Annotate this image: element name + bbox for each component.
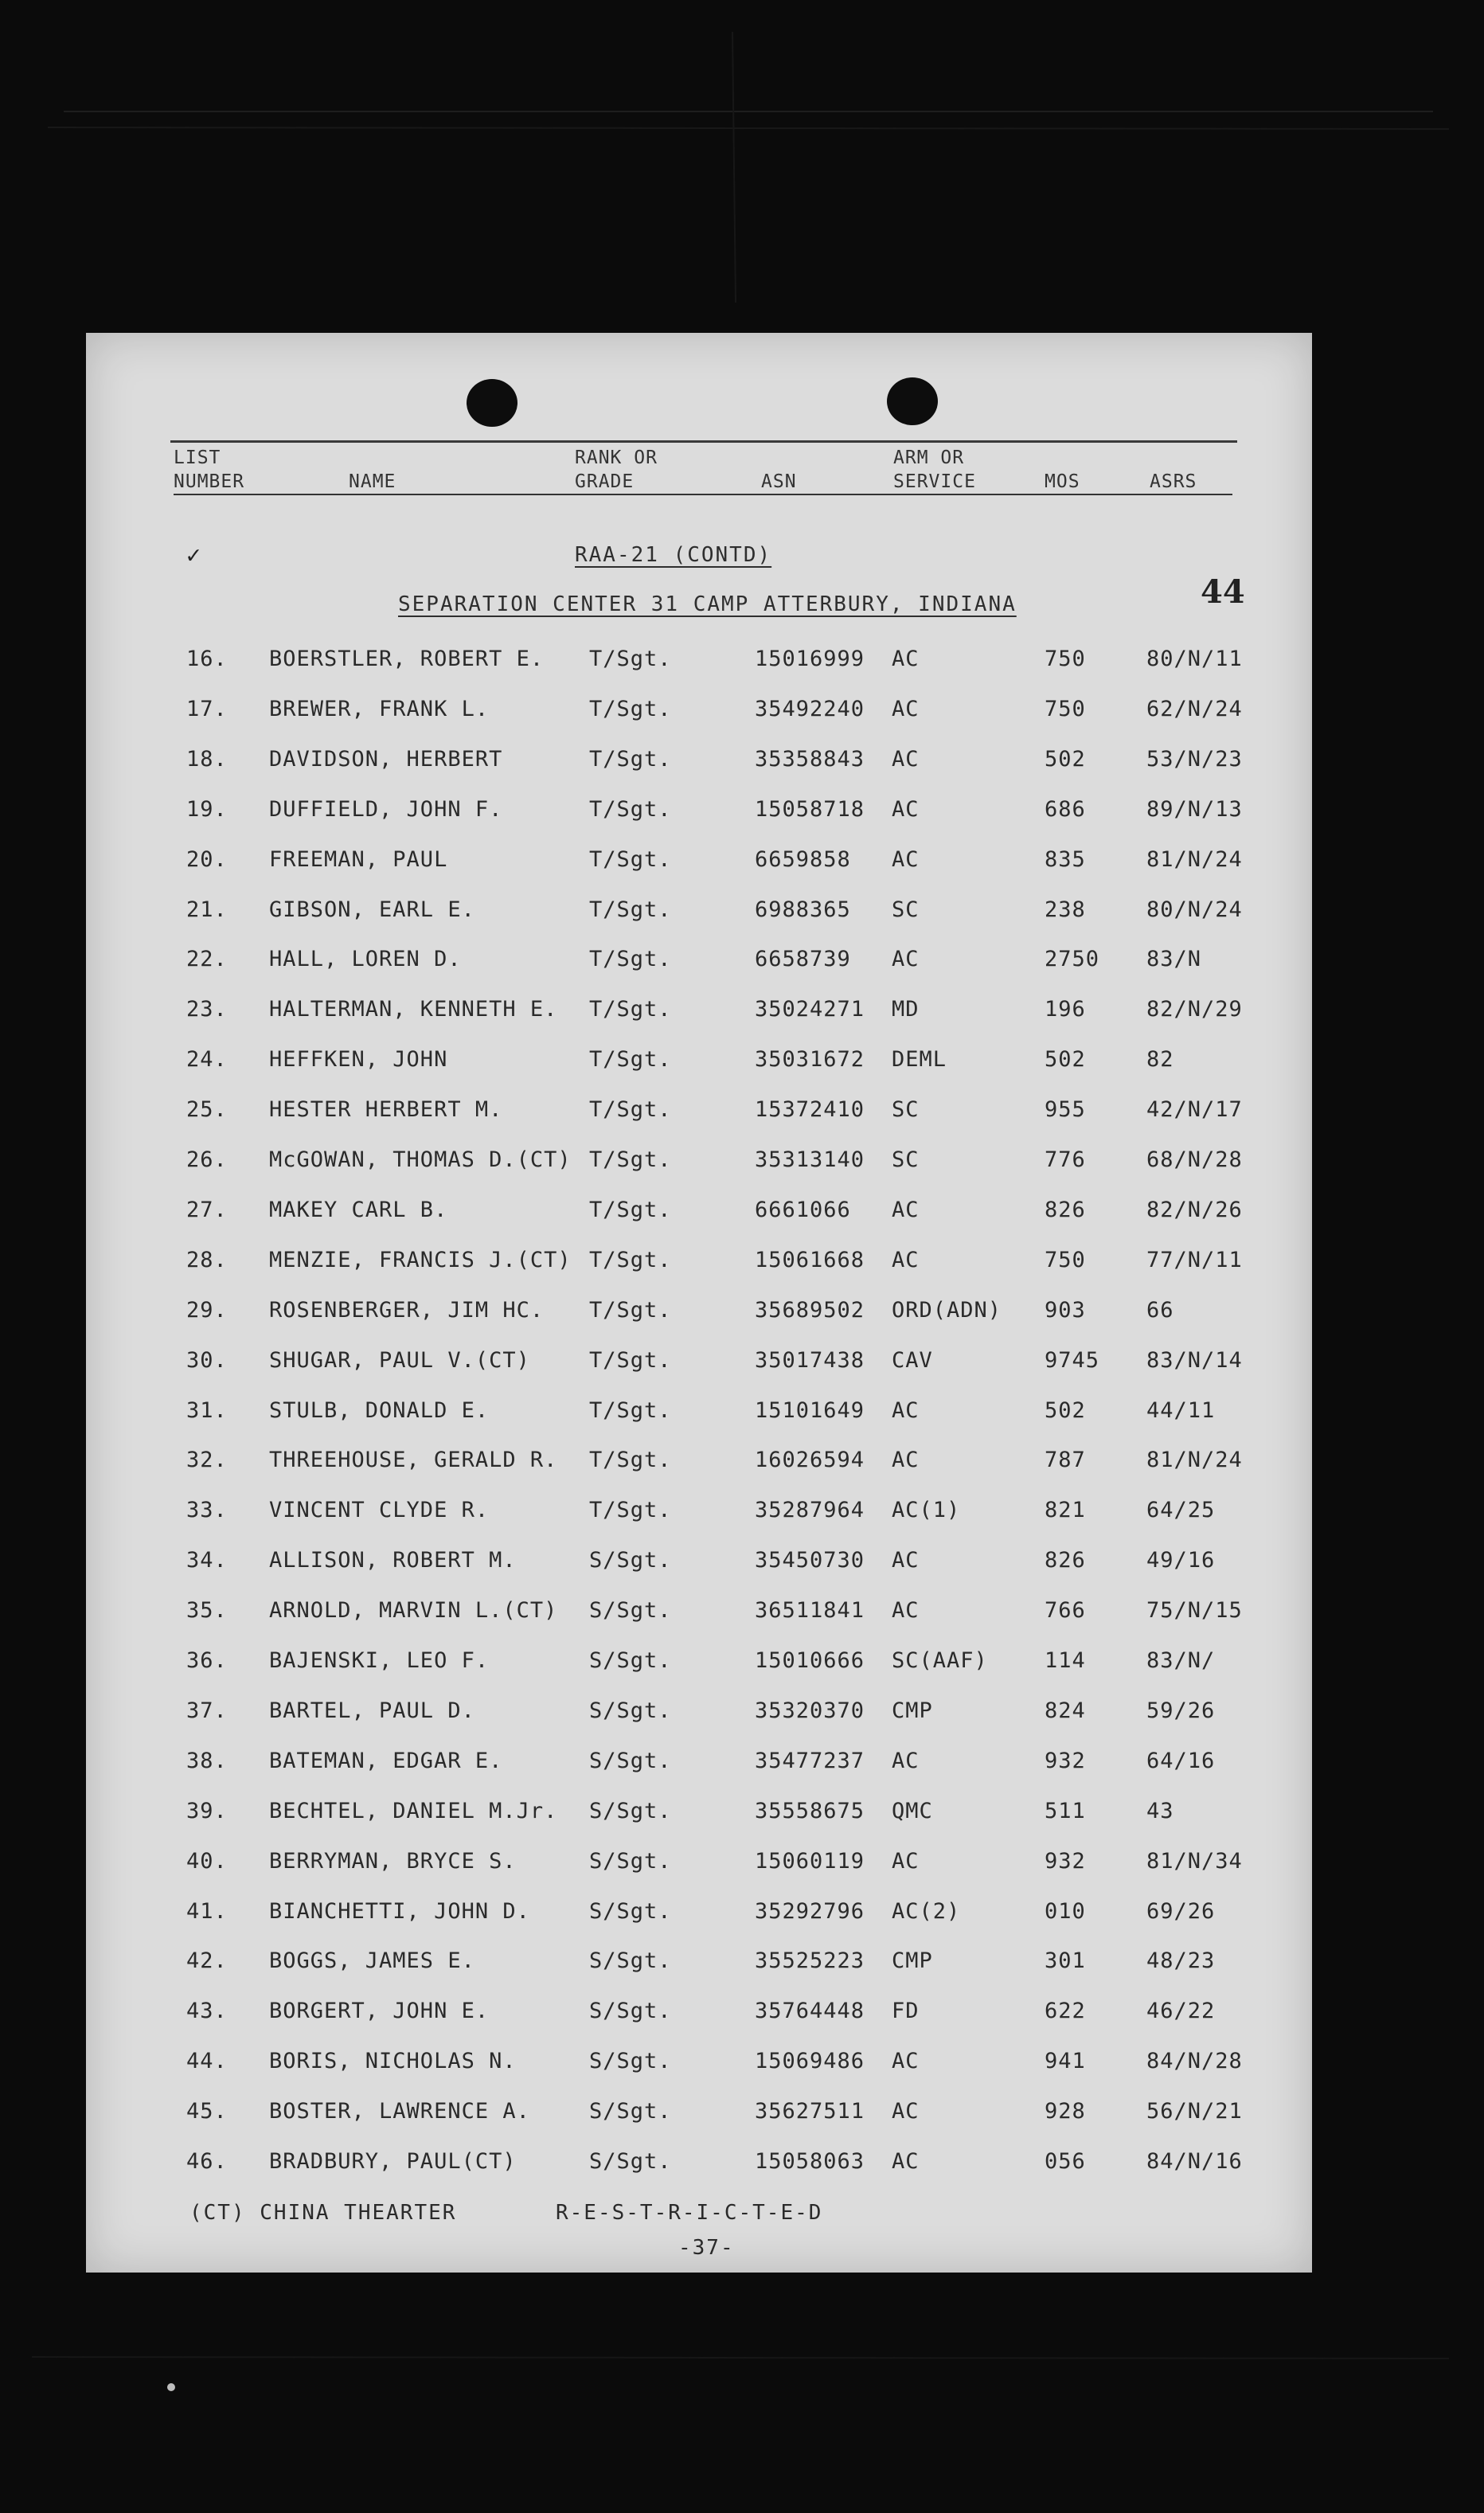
arm-service: AC bbox=[892, 747, 920, 772]
header-text: SERVICE bbox=[893, 470, 976, 495]
arm-service: SC bbox=[892, 1147, 920, 1172]
asrs: 81/N/34 bbox=[1146, 1849, 1243, 1874]
mos: 196 bbox=[1045, 997, 1086, 1022]
asn: 35031672 bbox=[755, 1047, 865, 1072]
arm-service: AC bbox=[892, 1448, 920, 1472]
arm-service: AC bbox=[892, 1749, 920, 1773]
list-number: 18. bbox=[186, 747, 228, 772]
list-number: 45. bbox=[186, 2099, 228, 2124]
rank-grade: S/Sgt. bbox=[589, 1598, 672, 1623]
asn: 15010666 bbox=[755, 1648, 865, 1673]
rank-grade: S/Sgt. bbox=[589, 1899, 672, 1924]
document-page bbox=[86, 333, 1312, 2273]
mos: 824 bbox=[1045, 1698, 1086, 1723]
rank-grade: S/Sgt. bbox=[589, 2149, 672, 2174]
rank-grade: S/Sgt. bbox=[589, 1698, 672, 1723]
person-name: BOSTER, LAWRENCE A. bbox=[269, 2099, 530, 2124]
person-name: BECHTEL, DANIEL M.Jr. bbox=[269, 1799, 558, 1823]
person-name: MENZIE, FRANCIS J.(CT) bbox=[269, 1248, 572, 1272]
asn: 15061668 bbox=[755, 1248, 865, 1272]
asn: 35558675 bbox=[755, 1799, 865, 1823]
arm-service: AC bbox=[892, 797, 920, 822]
asn: 16026594 bbox=[755, 1448, 865, 1472]
rank-grade: T/Sgt. bbox=[589, 1498, 672, 1522]
asn: 6659858 bbox=[755, 847, 851, 872]
header-list-number bbox=[174, 446, 244, 495]
asrs: 82/N/26 bbox=[1146, 1198, 1243, 1222]
table-row bbox=[86, 1999, 1312, 2030]
asn: 35492240 bbox=[755, 697, 865, 721]
asrs: 83/N/ bbox=[1146, 1648, 1216, 1673]
rank-grade: T/Sgt. bbox=[589, 1348, 672, 1373]
person-name: DUFFIELD, JOHN F. bbox=[269, 797, 503, 822]
header-text: LIST bbox=[174, 447, 221, 468]
mos: 826 bbox=[1045, 1548, 1086, 1573]
mos: 056 bbox=[1045, 2149, 1086, 2174]
table-row bbox=[86, 1047, 1312, 1079]
rank-grade: S/Sgt. bbox=[589, 1799, 672, 1823]
mos: 787 bbox=[1045, 1448, 1086, 1472]
arm-service: AC bbox=[892, 1248, 920, 1272]
mos: 301 bbox=[1045, 1948, 1086, 1973]
header-arm-service bbox=[893, 446, 976, 495]
asn: 6661066 bbox=[755, 1198, 851, 1222]
person-name: BORGERT, JOHN E. bbox=[269, 1999, 490, 2023]
asrs: 80/N/24 bbox=[1146, 897, 1243, 922]
asn: 15058718 bbox=[755, 797, 865, 822]
person-name: ALLISON, ROBERT M. bbox=[269, 1548, 517, 1573]
person-name: HESTER HERBERT M. bbox=[269, 1097, 503, 1122]
asn: 15016999 bbox=[755, 647, 865, 671]
table-row bbox=[86, 947, 1312, 979]
asrs: 53/N/23 bbox=[1146, 747, 1243, 772]
person-name: BORIS, NICHOLAS N. bbox=[269, 2049, 517, 2073]
table-row bbox=[86, 997, 1312, 1029]
mos: 955 bbox=[1045, 1097, 1086, 1122]
table-row bbox=[86, 2149, 1312, 2181]
asrs: 49/16 bbox=[1146, 1548, 1216, 1573]
list-number: 43. bbox=[186, 1999, 228, 2023]
asrs: 89/N/13 bbox=[1146, 797, 1243, 822]
table-row bbox=[86, 2099, 1312, 2131]
mos: 9745 bbox=[1045, 1348, 1100, 1373]
asn: 35477237 bbox=[755, 1749, 865, 1773]
footnote: (CT) CHINA THEARTER bbox=[189, 2201, 457, 2225]
arm-service: QMC bbox=[892, 1799, 933, 1823]
asrs: 77/N/11 bbox=[1146, 1248, 1243, 1272]
classification-mark: R-E-S-T-R-I-C-T-E-D bbox=[556, 2201, 823, 2225]
person-name: BIANCHETTI, JOHN D. bbox=[269, 1899, 530, 1924]
list-number: 39. bbox=[186, 1799, 228, 1823]
table-row bbox=[86, 647, 1312, 678]
person-name: McGOWAN, THOMAS D.(CT) bbox=[269, 1147, 572, 1172]
arm-service: AC bbox=[892, 947, 920, 971]
arm-service: AC bbox=[892, 1849, 920, 1874]
person-name: BATEMAN, EDGAR E. bbox=[269, 1749, 503, 1773]
arm-service: SC bbox=[892, 897, 920, 922]
asn: 6988365 bbox=[755, 897, 851, 922]
asrs: 44/11 bbox=[1146, 1398, 1216, 1423]
arm-service: AC bbox=[892, 697, 920, 721]
header-text: GRADE bbox=[575, 470, 658, 495]
arm-service: AC bbox=[892, 1598, 920, 1623]
asrs: 69/26 bbox=[1146, 1899, 1216, 1924]
header-text: RANK OR bbox=[575, 447, 658, 468]
asrs: 81/N/24 bbox=[1146, 1448, 1243, 1472]
table-row bbox=[86, 1147, 1312, 1179]
person-name: BERRYMAN, BRYCE S. bbox=[269, 1849, 517, 1874]
person-name: THREEHOUSE, GERALD R. bbox=[269, 1448, 558, 1472]
asn: 15372410 bbox=[755, 1097, 865, 1122]
mos: 750 bbox=[1045, 647, 1086, 671]
arm-service: AC bbox=[892, 1548, 920, 1573]
header-rank-grade bbox=[575, 446, 658, 495]
list-number: 31. bbox=[186, 1398, 228, 1423]
asrs: 64/25 bbox=[1146, 1498, 1216, 1522]
header-text: ARM OR bbox=[893, 447, 965, 468]
arm-service: MD bbox=[892, 997, 920, 1022]
rank-grade: T/Sgt. bbox=[589, 747, 672, 772]
rank-grade: T/Sgt. bbox=[589, 647, 672, 671]
asrs: 64/16 bbox=[1146, 1749, 1216, 1773]
person-name: SHUGAR, PAUL V.(CT) bbox=[269, 1348, 530, 1373]
mos: 502 bbox=[1045, 1047, 1086, 1072]
header-asrs bbox=[1150, 470, 1197, 495]
list-number: 35. bbox=[186, 1598, 228, 1623]
list-number: 22. bbox=[186, 947, 228, 971]
mos: 821 bbox=[1045, 1498, 1086, 1522]
list-number: 25. bbox=[186, 1097, 228, 1122]
mos: 511 bbox=[1045, 1799, 1086, 1823]
person-name: GIBSON, EARL E. bbox=[269, 897, 475, 922]
asn: 35292796 bbox=[755, 1899, 865, 1924]
rank-grade: T/Sgt. bbox=[589, 1398, 672, 1423]
asrs: 43 bbox=[1146, 1799, 1174, 1823]
table-row bbox=[86, 1298, 1312, 1330]
mos: 2750 bbox=[1045, 947, 1100, 971]
list-number: 21. bbox=[186, 897, 228, 922]
person-name: BRADBURY, PAUL(CT) bbox=[269, 2149, 517, 2174]
list-number: 36. bbox=[186, 1648, 228, 1673]
asn: 35450730 bbox=[755, 1548, 865, 1573]
rank-grade: T/Sgt. bbox=[589, 1147, 672, 1172]
person-name: ROSENBERGER, JIM HC. bbox=[269, 1298, 545, 1323]
rank-grade: S/Sgt. bbox=[589, 1548, 672, 1573]
list-number: 44. bbox=[186, 2049, 228, 2073]
person-name: HALTERMAN, KENNETH E. bbox=[269, 997, 558, 1022]
arm-service: AC bbox=[892, 2149, 920, 2174]
asrs: 82 bbox=[1146, 1047, 1174, 1072]
asn: 35689502 bbox=[755, 1298, 865, 1323]
asn: 15069486 bbox=[755, 2049, 865, 2073]
mos: 932 bbox=[1045, 1749, 1086, 1773]
table-row bbox=[86, 1648, 1312, 1680]
mos: 776 bbox=[1045, 1147, 1086, 1172]
person-name: FREEMAN, PAUL bbox=[269, 847, 448, 872]
asrs: 80/N/11 bbox=[1146, 647, 1243, 671]
asrs: 48/23 bbox=[1146, 1948, 1216, 1973]
asn: 35024271 bbox=[755, 997, 865, 1022]
asrs: 62/N/24 bbox=[1146, 697, 1243, 721]
asn: 15060119 bbox=[755, 1849, 865, 1874]
person-name: BAJENSKI, LEO F. bbox=[269, 1648, 490, 1673]
list-number: 38. bbox=[186, 1749, 228, 1773]
table-row bbox=[86, 1849, 1312, 1881]
table-row bbox=[86, 1398, 1312, 1430]
list-number: 30. bbox=[186, 1348, 228, 1373]
asn: 15101649 bbox=[755, 1398, 865, 1423]
rank-grade: T/Sgt. bbox=[589, 1198, 672, 1222]
person-name: HEFFKEN, JOHN bbox=[269, 1047, 448, 1072]
person-name: ARNOLD, MARVIN L.(CT) bbox=[269, 1598, 558, 1623]
table-row bbox=[86, 1448, 1312, 1479]
mos: 010 bbox=[1045, 1899, 1086, 1924]
arm-service: AC bbox=[892, 1398, 920, 1423]
rank-grade: S/Sgt. bbox=[589, 2049, 672, 2073]
check-mark: ✓ bbox=[186, 541, 201, 569]
mos: 928 bbox=[1045, 2099, 1086, 2124]
mos: 502 bbox=[1045, 1398, 1086, 1423]
page-number: 44 bbox=[1201, 573, 1245, 611]
asn: 6658739 bbox=[755, 947, 851, 971]
asrs: 81/N/24 bbox=[1146, 847, 1243, 872]
arm-service: SC bbox=[892, 1097, 920, 1122]
asrs: 59/26 bbox=[1146, 1698, 1216, 1723]
rank-grade: T/Sgt. bbox=[589, 897, 672, 922]
list-number: 33. bbox=[186, 1498, 228, 1522]
table-row bbox=[86, 1799, 1312, 1831]
separation-center-title: SEPARATION CENTER 31 CAMP ATTERBURY, INDIANA bbox=[398, 592, 1017, 616]
mos: 686 bbox=[1045, 797, 1086, 822]
list-number: 29. bbox=[186, 1298, 228, 1323]
mos: 835 bbox=[1045, 847, 1086, 872]
mos: 622 bbox=[1045, 1999, 1086, 2023]
rank-grade: T/Sgt. bbox=[589, 847, 672, 872]
asn: 35017438 bbox=[755, 1348, 865, 1373]
list-number: 34. bbox=[186, 1548, 228, 1573]
arm-service: AC bbox=[892, 1198, 920, 1222]
header-text: NAME bbox=[349, 470, 396, 495]
top-rule bbox=[170, 440, 1237, 443]
rank-grade: T/Sgt. bbox=[589, 1097, 672, 1122]
punch-hole-right bbox=[887, 377, 938, 425]
table-row bbox=[86, 1749, 1312, 1780]
table-row bbox=[86, 1899, 1312, 1931]
person-name: HALL, LOREN D. bbox=[269, 947, 462, 971]
dust-speck bbox=[167, 2383, 175, 2391]
page-footer: -37- bbox=[678, 2236, 735, 2260]
arm-service: AC bbox=[892, 2099, 920, 2124]
person-name: DAVIDSON, HERBERT bbox=[269, 747, 503, 772]
table-row bbox=[86, 1548, 1312, 1580]
person-name: MAKEY CARL B. bbox=[269, 1198, 448, 1222]
rank-grade: T/Sgt. bbox=[589, 1448, 672, 1472]
rank-grade: T/Sgt. bbox=[589, 997, 672, 1022]
arm-service: AC bbox=[892, 847, 920, 872]
person-name: BOGGS, JAMES E. bbox=[269, 1948, 475, 1973]
arm-service: AC bbox=[892, 647, 920, 671]
list-number: 20. bbox=[186, 847, 228, 872]
asn: 35627511 bbox=[755, 2099, 865, 2124]
arm-service: FD bbox=[892, 1999, 920, 2023]
person-name: VINCENT CLYDE R. bbox=[269, 1498, 490, 1522]
table-row bbox=[86, 1348, 1312, 1380]
arm-service: CMP bbox=[892, 1948, 933, 1973]
table-row bbox=[86, 1698, 1312, 1730]
rank-grade: T/Sgt. bbox=[589, 697, 672, 721]
asrs: 66 bbox=[1146, 1298, 1174, 1323]
mos: 932 bbox=[1045, 1849, 1086, 1874]
mos: 766 bbox=[1045, 1598, 1086, 1623]
asrs: 82/N/29 bbox=[1146, 997, 1243, 1022]
asrs: 42/N/17 bbox=[1146, 1097, 1243, 1122]
person-name: BREWER, FRANK L. bbox=[269, 697, 490, 721]
punch-hole-left bbox=[467, 379, 517, 427]
asrs: 56/N/21 bbox=[1146, 2099, 1243, 2124]
list-number: 28. bbox=[186, 1248, 228, 1272]
mos: 826 bbox=[1045, 1198, 1086, 1222]
header-name bbox=[349, 470, 396, 495]
asn: 35287964 bbox=[755, 1498, 865, 1522]
mos: 903 bbox=[1045, 1298, 1086, 1323]
arm-service: DEML bbox=[892, 1047, 947, 1072]
header-asn bbox=[761, 470, 797, 495]
list-title: RAA-21 (CONTD) bbox=[575, 543, 772, 567]
list-number: 26. bbox=[186, 1147, 228, 1172]
rank-grade: T/Sgt. bbox=[589, 1248, 672, 1272]
header-mos bbox=[1045, 470, 1080, 495]
arm-service: AC(2) bbox=[892, 1899, 961, 1924]
mos: 941 bbox=[1045, 2049, 1086, 2073]
mos: 750 bbox=[1045, 697, 1086, 721]
rank-grade: S/Sgt. bbox=[589, 1849, 672, 1874]
table-row bbox=[86, 1248, 1312, 1280]
asn: 35358843 bbox=[755, 747, 865, 772]
person-name: BARTEL, PAUL D. bbox=[269, 1698, 475, 1723]
list-number: 46. bbox=[186, 2149, 228, 2174]
header-text: ASN bbox=[761, 470, 797, 495]
asn: 36511841 bbox=[755, 1598, 865, 1623]
rank-grade: T/Sgt. bbox=[589, 1047, 672, 1072]
mos: 114 bbox=[1045, 1648, 1086, 1673]
asrs: 83/N bbox=[1146, 947, 1202, 971]
rank-grade: T/Sgt. bbox=[589, 1298, 672, 1323]
asrs: 83/N/14 bbox=[1146, 1348, 1243, 1373]
asn: 15058063 bbox=[755, 2149, 865, 2174]
person-name: BOERSTLER, ROBERT E. bbox=[269, 647, 545, 671]
asn: 35320370 bbox=[755, 1698, 865, 1723]
list-number: 32. bbox=[186, 1448, 228, 1472]
asrs: 68/N/28 bbox=[1146, 1147, 1243, 1172]
table-row bbox=[86, 747, 1312, 779]
table-row bbox=[86, 2049, 1312, 2081]
table-row bbox=[86, 1198, 1312, 1229]
table-row bbox=[86, 847, 1312, 879]
rank-grade: S/Sgt. bbox=[589, 2099, 672, 2124]
asn: 35313140 bbox=[755, 1147, 865, 1172]
asrs: 84/N/28 bbox=[1146, 2049, 1243, 2073]
arm-service: SC(AAF) bbox=[892, 1648, 988, 1673]
asrs: 84/N/16 bbox=[1146, 2149, 1243, 2174]
asn: 35525223 bbox=[755, 1948, 865, 1973]
table-row bbox=[86, 697, 1312, 729]
rank-grade: S/Sgt. bbox=[589, 1948, 672, 1973]
table-row bbox=[86, 1598, 1312, 1630]
person-name: STULB, DONALD E. bbox=[269, 1398, 490, 1423]
list-number: 41. bbox=[186, 1899, 228, 1924]
arm-service: CAV bbox=[892, 1348, 933, 1373]
rank-grade: S/Sgt. bbox=[589, 1749, 672, 1773]
rank-grade: S/Sgt. bbox=[589, 1999, 672, 2023]
list-number: 24. bbox=[186, 1047, 228, 1072]
list-number: 16. bbox=[186, 647, 228, 671]
asrs: 46/22 bbox=[1146, 1999, 1216, 2023]
arm-service: ORD(ADN) bbox=[892, 1298, 1002, 1323]
header-rule bbox=[174, 494, 1232, 495]
arm-service: CMP bbox=[892, 1698, 933, 1723]
asrs: 75/N/15 bbox=[1146, 1598, 1243, 1623]
mos: 238 bbox=[1045, 897, 1086, 922]
rank-grade: S/Sgt. bbox=[589, 1648, 672, 1673]
table-row bbox=[86, 1097, 1312, 1129]
list-number: 37. bbox=[186, 1698, 228, 1723]
mos: 750 bbox=[1045, 1248, 1086, 1272]
asn: 35764448 bbox=[755, 1999, 865, 2023]
arm-service: AC bbox=[892, 2049, 920, 2073]
table-row bbox=[86, 1498, 1312, 1530]
header-text: NUMBER bbox=[174, 470, 244, 495]
table-row bbox=[86, 797, 1312, 829]
list-number: 19. bbox=[186, 797, 228, 822]
list-number: 42. bbox=[186, 1948, 228, 1973]
arm-service: AC(1) bbox=[892, 1498, 961, 1522]
table-row bbox=[86, 1948, 1312, 1980]
rank-grade: T/Sgt. bbox=[589, 797, 672, 822]
list-number: 40. bbox=[186, 1849, 228, 1874]
header-text: ASRS bbox=[1150, 470, 1197, 495]
list-number: 23. bbox=[186, 997, 228, 1022]
header-text: MOS bbox=[1045, 470, 1080, 495]
list-number: 17. bbox=[186, 697, 228, 721]
list-number: 27. bbox=[186, 1198, 228, 1222]
table-row bbox=[86, 897, 1312, 929]
rank-grade: T/Sgt. bbox=[589, 947, 672, 971]
mos: 502 bbox=[1045, 747, 1086, 772]
